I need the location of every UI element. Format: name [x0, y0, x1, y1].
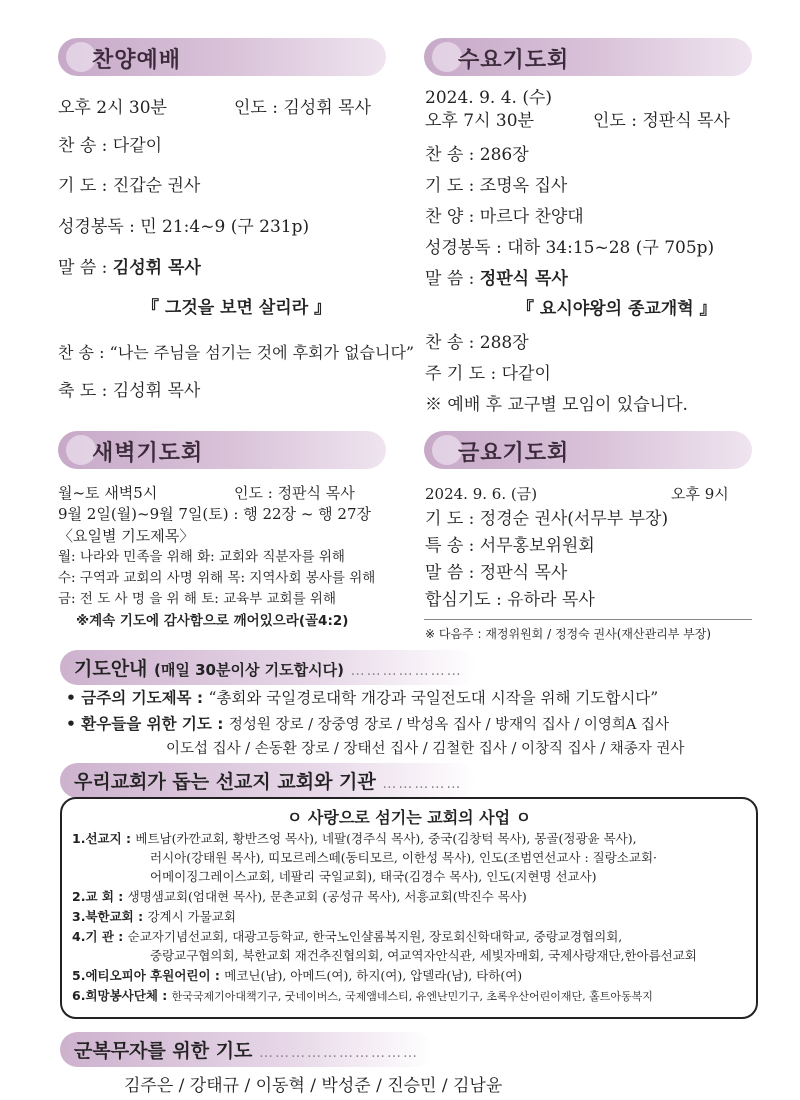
special-song-line: 특 송 : 서무홍보위원회: [425, 536, 595, 556]
mission-label: 5.에티오피아 후원어린이 :: [72, 968, 225, 983]
mission-row-2: [72, 887, 527, 906]
prayer-line: 기 도 : 정경순 권사(서무부 부장): [425, 509, 669, 529]
sermon-line: [425, 269, 568, 289]
sick-prayer-names-cont: 이도섭 집사 / 손동환 장로 / 장태선 집사 / 김철한 집사 / 이창직 집사 / 채종자 권사: [166, 741, 685, 757]
sermon-speaker: 정판식 목사: [479, 269, 568, 289]
lords-prayer-line: 주 기 도 : 다같이: [425, 364, 551, 384]
header-dots: ……………: [382, 776, 463, 792]
prayer-line: 기 도 : 진갑순 권사: [58, 176, 201, 196]
sermon-speaker: 김성휘 목사: [112, 258, 201, 278]
dawn-days: 월~토 새벽5시: [58, 484, 158, 502]
dawn-leader: 인도 : 정판식 목사: [234, 484, 355, 502]
mission-label: 2.교 회 :: [72, 889, 128, 904]
service-time: 오후 2시 30분: [58, 98, 167, 118]
mission-text: 메코닌(남), 아메드(여), 하지(여), 압델라(남), 타하(여): [224, 968, 523, 983]
friday-divider: [424, 619, 752, 620]
service-leader: 인도 : 김성휘 목사: [234, 98, 371, 118]
dawn-topic-row: 금: 전 도 사 명 을 위 해 토: 교육부 교회를 위해: [58, 591, 336, 607]
mission-label: 1.선교지 :: [72, 831, 136, 846]
sermon-title: 『 요시야왕의 종교개혁 』: [517, 299, 717, 319]
mission-row-4-cont: 중랑교구협의회, 북한교회 재건추진협의회, 여교역자안식관, 세빛자매회, 국제사랑재단,한아름선교회: [150, 948, 697, 963]
mission-text: 생명샘교회(엄대현 목사), 문촌교회 (공성규 목사), 서흥교회(박진수 목사): [127, 889, 527, 904]
mission-row-6: [72, 986, 653, 1006]
section-title: 금요기도회: [458, 441, 570, 466]
sermon-label: 말 씀 :: [425, 269, 480, 289]
reading-line: 성경봉독 : 민 21:4~9 (구 231p): [58, 217, 310, 237]
next-week-note: ※ 다음주 : 재정위원회 / 정정숙 권사(재산관리부 부장): [425, 627, 712, 641]
reading-line: 성경봉독 : 대하 34:15~28 (구 705p): [425, 238, 715, 258]
closing-prayer-line: 합심기도 : 유하라 목사: [425, 590, 595, 610]
benediction-line: 축 도 : 김성휘 목사: [58, 381, 201, 401]
section-header-friday-prayer: [424, 431, 752, 469]
sermon-line: [58, 258, 201, 278]
sick-prayer-line: [66, 712, 669, 734]
closing-hymn-line: 찬 송 : 288장: [425, 333, 529, 353]
military-names: 김주은 / 강태규 / 이동혁 / 박성준 / 진승민 / 김남윤: [124, 1076, 503, 1096]
dawn-subtitle: 〈요일별 기도제목〉: [58, 527, 195, 545]
wednesday-time: 오후 7시 30분: [425, 111, 534, 131]
mission-label: 3.북한교회 :: [72, 909, 148, 924]
military-title: 군복무자를 위한 기도: [74, 1040, 253, 1062]
weekly-topic-label: • 금주의 기도제목 :: [66, 689, 209, 707]
sick-prayer-label: • 환우들을 위한 기도 :: [66, 715, 229, 733]
prayer-guide-subtitle: (매일 30분이상 기도합시다): [154, 661, 344, 679]
missions-box-title: ㅇ 사랑으로 섬기는 교회의 사업 ㅇ: [286, 808, 532, 827]
section-header-dawn-prayer: [58, 431, 386, 469]
weekly-topic-text: “총회와 국일경로대학 개강과 국일전도대 시작을 위해 기도합시다”: [208, 689, 659, 707]
wednesday-date: 2024. 9. 4. (수): [425, 88, 553, 108]
section-header-praise-service: [58, 38, 386, 76]
dawn-topic-row: 월: 나라와 민족을 위해 화: 교회와 직분자를 위해: [58, 549, 345, 565]
hymn-line: 찬 송 : 다같이: [58, 136, 163, 156]
mission-text: 강계시 가물교회: [147, 909, 236, 924]
missions-title: 우리교회가 돕는 선교지 교회와 기관: [74, 771, 376, 793]
section-title: 수요기도회: [458, 48, 570, 73]
mission-text: 베트남(카깐교회, 황반즈엉 목사), 네팔(경주식 목사), 중국(김창턱 목사), 몽골(정광윤 목사),: [135, 831, 637, 846]
mission-row-1-cont: 어메이징그레이스교회, 네팔리 국일교회), 태국(김경수 목사), 인도(지현명 선교사): [150, 869, 597, 884]
praise-line: 찬 양 : 마르다 찬양대: [425, 207, 584, 227]
friday-date: 2024. 9. 6. (금): [425, 485, 538, 503]
section-header-wednesday-prayer: [424, 38, 752, 76]
friday-time: 오후 9시: [671, 485, 729, 503]
dawn-range: 9월 2일(월)~9월 7일(토) : 행 22장 ~ 행 27장: [58, 505, 371, 523]
mission-row-3: [72, 907, 236, 926]
dawn-topic-row: 수: 구역과 교회의 사명 위해 목: 지역사회 봉사를 위해: [58, 570, 376, 586]
sick-prayer-names: 정성원 장로 / 장중영 장로 / 박성옥 집사 / 방재익 집사 / 이영희A 집사: [228, 717, 669, 733]
closing-hymn-line: 찬 송 : “나는 주님을 섬기는 것에 후회가 없습니다”: [58, 343, 415, 362]
mission-label: 6.희망봉사단체 :: [72, 988, 172, 1003]
mission-row-1-cont: 러시아(강태원 목사), 띠모르레스떼(동티모르, 이한성 목사), 인도(조범연선교사 : 질랑소교회·: [150, 850, 658, 865]
prayer-line: 기 도 : 조명옥 집사: [425, 176, 568, 196]
notice-line: ※ 예배 후 교구별 모임이 있습니다.: [425, 395, 688, 415]
sermon-line: 말 씀 : 정판식 목사: [425, 563, 568, 583]
dawn-footer: ※계속 기도에 감사함으로 깨어있으라(골4:2): [76, 613, 349, 629]
mission-text: 한국국제기아대책기구, 굿네이버스, 국제앰네스티, 유엔난민기구, 초록우산어린이재단, 홀트아동복지: [171, 990, 653, 1003]
section-title: 새벽기도회: [92, 441, 204, 466]
header-dots: …………………: [350, 663, 463, 679]
mission-label: 4.기 관 :: [72, 929, 128, 944]
wednesday-leader: 인도 : 정판식 목사: [593, 111, 730, 131]
section-title: 찬양예배: [92, 48, 182, 73]
prayer-guide-title: 기도안내: [74, 658, 148, 680]
sermon-title: 『 그것을 보면 살리라 』: [142, 298, 332, 318]
prayer-guide-header: [60, 650, 477, 685]
weekly-topic-line: [66, 686, 658, 708]
mission-row-1: [72, 829, 637, 848]
header-dots: …………………………: [259, 1045, 420, 1061]
military-header: [60, 1032, 433, 1067]
missions-header: [60, 763, 476, 798]
mission-text: 순교자기념선교회, 대광고등학교, 한국노인샬롬복지원, 장로회신학대학교, 중랑교경협의회,: [127, 929, 623, 944]
mission-row-4: [72, 927, 622, 946]
hymn-line: 찬 송 : 286장: [425, 145, 529, 165]
mission-row-5: [72, 966, 522, 985]
sermon-label: 말 씀 :: [58, 258, 113, 278]
